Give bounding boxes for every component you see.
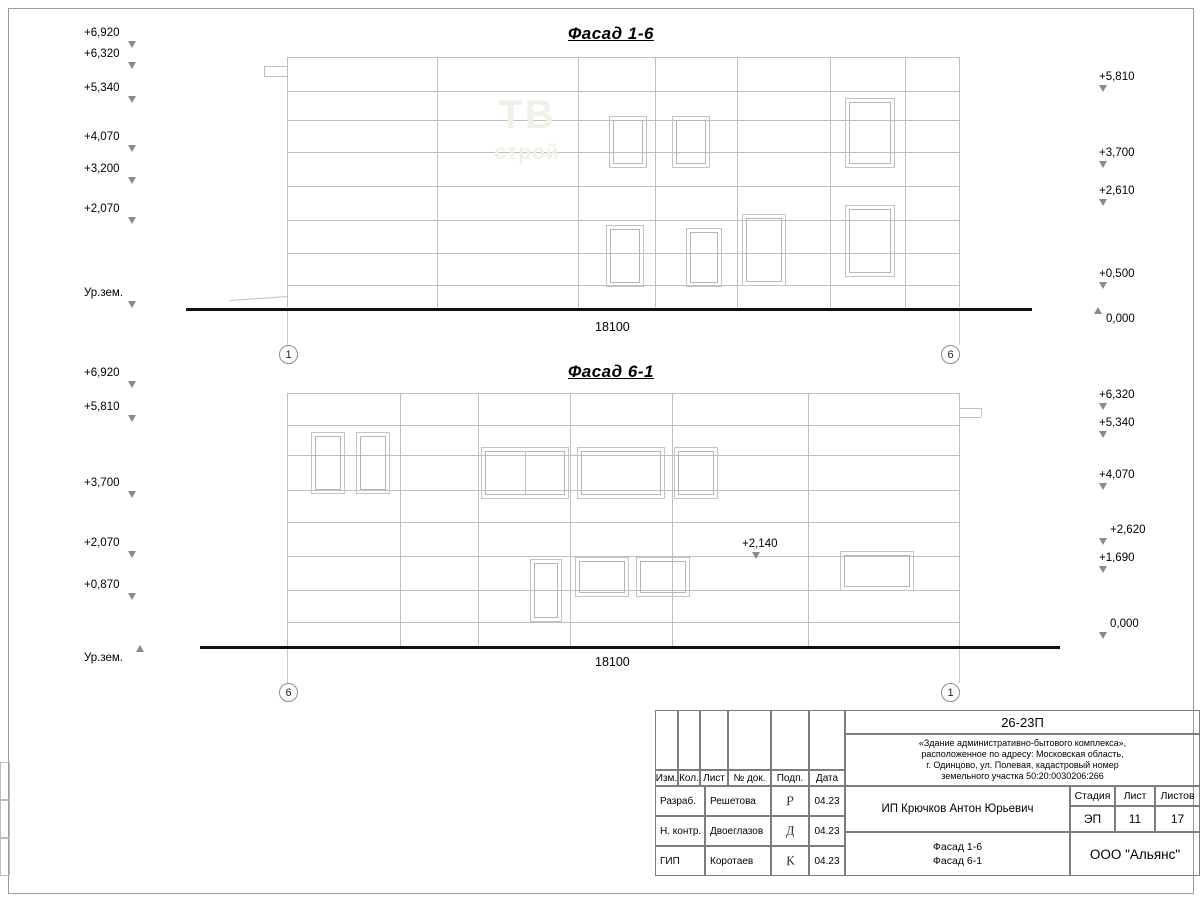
stamp-role: Разраб. bbox=[655, 786, 705, 816]
stamp-object-description bbox=[845, 734, 1200, 786]
watermark-line1: ТВ bbox=[498, 93, 556, 137]
stamp-project-code: 26-23П bbox=[845, 710, 1200, 734]
level-mark: +5,340 bbox=[1099, 417, 1135, 429]
title-block bbox=[655, 710, 1200, 880]
level-mark: +2,620 bbox=[1110, 524, 1146, 536]
stamp-signature bbox=[771, 786, 809, 816]
level-mark: +2,610 bbox=[1099, 185, 1135, 197]
signature-glyph: Д bbox=[784, 822, 796, 839]
level-mark: +5,810 bbox=[1099, 71, 1135, 83]
stamp-date: 04.23 bbox=[809, 846, 845, 876]
level-mark: +4,070 bbox=[84, 131, 120, 143]
level-mark: +1,690 bbox=[1099, 552, 1135, 564]
level-mark-ground: Ур.зем. bbox=[84, 652, 124, 664]
stamp-header-izm: Изм. bbox=[655, 770, 678, 786]
object-line: «Здание административно-бытового комплекса», bbox=[918, 738, 1127, 748]
level-mark: +6,320 bbox=[1099, 389, 1135, 401]
sheet-title-line: Фасад 1-6 bbox=[932, 841, 983, 853]
stamp-header-doc: № док. bbox=[728, 770, 771, 786]
level-mark: +6,920 bbox=[84, 367, 120, 379]
level-mark: +0,500 bbox=[1099, 268, 1135, 280]
level-mark: +5,340 bbox=[84, 82, 120, 94]
facade-top-title: Фасад 1-6 bbox=[568, 24, 654, 43]
stamp-name: Решетова bbox=[705, 786, 771, 816]
level-mark: +2,070 bbox=[84, 537, 120, 549]
stamp-signature bbox=[771, 846, 809, 876]
level-mark: +4,070 bbox=[1099, 469, 1135, 481]
object-line: г. Одинцово, ул. Полевая, кадастровый номер bbox=[926, 760, 1119, 770]
level-mark: +3,200 bbox=[84, 163, 120, 175]
stamp-sheets-value: 17 bbox=[1155, 806, 1200, 832]
stamp-sheet-value: 11 bbox=[1115, 806, 1155, 832]
stamp-name: Двоеглазов bbox=[705, 816, 771, 846]
stamp-sheets-header: Листов bbox=[1155, 786, 1200, 806]
level-mark: +5,810 bbox=[84, 401, 120, 413]
stamp-signature bbox=[771, 816, 809, 846]
stamp-header-podp: Подп. bbox=[771, 770, 809, 786]
stamp-col-blank-4 bbox=[728, 710, 771, 770]
stamp-stage-value: ЭП bbox=[1070, 806, 1115, 832]
stamp-header-list: Лист bbox=[700, 770, 728, 786]
stamp-sheet-header: Лист bbox=[1115, 786, 1155, 806]
stamp-col-blank-5 bbox=[771, 710, 809, 770]
stamp-sheet-title bbox=[845, 832, 1070, 876]
object-line: земельного участка 50:20:0030206:266 bbox=[941, 771, 1104, 781]
axis-marker-left: 6 bbox=[279, 683, 298, 702]
facade-bottom-title: Фасад 6-1 bbox=[568, 362, 654, 381]
stamp-date: 04.23 bbox=[809, 786, 845, 816]
overall-dimension: 18100 bbox=[595, 320, 630, 334]
axis-marker-right: 6 bbox=[941, 345, 960, 364]
stamp-role: ГИП bbox=[655, 846, 705, 876]
signature-glyph: Р bbox=[784, 792, 795, 809]
stamp-role: Н. контр. bbox=[655, 816, 705, 846]
stamp-customer: ИП Крючков Антон Юрьевич bbox=[845, 786, 1070, 832]
stamp-header-data: Дата bbox=[809, 770, 845, 786]
stamp-name: Коротаев bbox=[705, 846, 771, 876]
level-mark: +2,070 bbox=[84, 203, 120, 215]
level-mark-inner: +2,140 bbox=[742, 538, 778, 550]
stamp-header-kol: Кол. bbox=[678, 770, 700, 786]
overall-dimension: 18100 bbox=[595, 655, 630, 669]
axis-marker-left: 1 bbox=[279, 345, 298, 364]
stamp-date: 04.23 bbox=[809, 816, 845, 846]
stamp-col-blank-2 bbox=[678, 710, 700, 770]
axis-marker-right: 1 bbox=[941, 683, 960, 702]
left-edge-marks bbox=[0, 762, 10, 892]
level-mark-zero: 0,000 bbox=[1106, 313, 1135, 325]
stamp-col-blank-3 bbox=[700, 710, 728, 770]
level-mark-ground: Ур.зем. bbox=[84, 287, 124, 299]
object-line: расположенное по адресу: Московская область, bbox=[921, 749, 1124, 759]
sheet-title-line: Фасад 6-1 bbox=[932, 855, 983, 867]
level-mark: +6,320 bbox=[84, 48, 120, 60]
stamp-company: ООО "Альянс" bbox=[1070, 832, 1200, 876]
stamp-stage-header: Стадия bbox=[1070, 786, 1115, 806]
level-mark: +0,870 bbox=[84, 579, 120, 591]
level-mark: +6,920 bbox=[84, 27, 120, 39]
level-mark: +3,700 bbox=[1099, 147, 1135, 159]
stamp-col-blank-1 bbox=[655, 710, 678, 770]
signature-glyph: К bbox=[784, 852, 796, 869]
watermark-line2: строй bbox=[494, 141, 560, 164]
stamp-col-blank-6 bbox=[809, 710, 845, 770]
level-mark-zero: 0,000 bbox=[1110, 618, 1139, 630]
level-mark: +3,700 bbox=[84, 477, 120, 489]
